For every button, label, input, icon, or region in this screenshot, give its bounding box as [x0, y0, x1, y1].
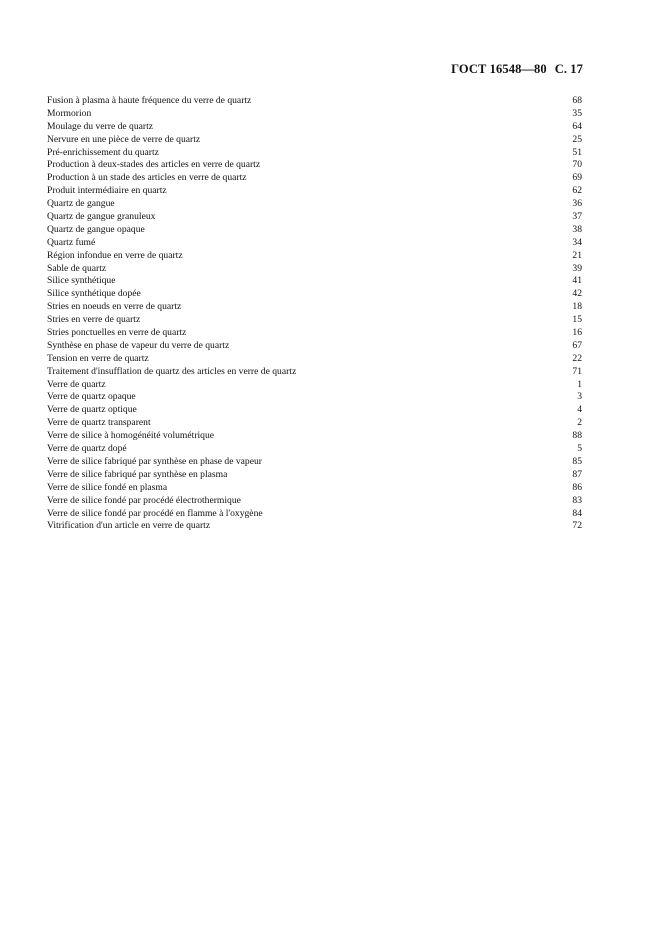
index-term-number: 3 — [577, 391, 582, 403]
index-term-number: 62 — [572, 185, 582, 197]
index-entry — [47, 185, 582, 198]
index-term: Production à deux-stades des articles en verre de quartz — [47, 159, 261, 171]
index-entry — [47, 430, 582, 443]
index-term-number: 87 — [572, 468, 582, 480]
index-entry — [47, 379, 582, 392]
index-term-number: 84 — [572, 507, 582, 519]
index-term-number: 25 — [572, 133, 582, 145]
index-term: Verre de quartz dopé — [47, 443, 127, 455]
index-term-number: 5 — [577, 443, 582, 455]
index-term: Verre de silice fondé par procédé électrothermique — [47, 494, 241, 506]
index-term: Verre de quartz optique — [47, 404, 137, 416]
index-term-number: 34 — [572, 236, 582, 248]
index-entry — [47, 404, 582, 417]
index-term-number: 22 — [572, 352, 582, 364]
index-entry — [47, 147, 582, 160]
index-term-number: 1 — [577, 378, 582, 390]
index-entry — [47, 314, 582, 327]
index-entry — [47, 417, 582, 430]
index-term: Moulage du verre de quartz — [47, 120, 154, 132]
index-entry — [47, 275, 582, 288]
index-term: Quartz de gangue — [47, 198, 115, 210]
index-term-number: 71 — [572, 365, 582, 377]
index-term-number: 67 — [572, 339, 582, 351]
index-term-number: 37 — [572, 211, 582, 223]
index-term-number: 4 — [577, 404, 582, 416]
index-term: Verre de silice à homogénéité volumétrique — [47, 430, 215, 442]
index-term: Quartz fumé — [47, 236, 96, 248]
index-term-number: 85 — [572, 455, 582, 467]
index-term-number: 42 — [572, 288, 582, 300]
index-term: Quartz de gangue granuleux — [47, 211, 156, 223]
index-entry — [47, 443, 582, 456]
index-term-number: 86 — [572, 481, 582, 493]
index-term-number: 72 — [572, 520, 582, 532]
index-term: Verre de silice fabriqué par synthèse en phase de vapeur — [47, 455, 262, 467]
index-entry — [47, 301, 582, 314]
index-term-number: 83 — [572, 494, 582, 506]
index-entry — [47, 172, 582, 185]
index-term-number: 15 — [572, 314, 582, 326]
index-entry — [47, 95, 582, 108]
index-term: Région infondue en verre de quartz — [47, 249, 183, 261]
index-entry — [47, 134, 582, 147]
index-entry — [47, 211, 582, 224]
index-term-number: 88 — [572, 430, 582, 442]
index-term: Verre de quartz transparent — [47, 417, 151, 429]
index-term-number: 68 — [572, 95, 582, 106]
index-term-number: 35 — [572, 107, 582, 119]
index-entry — [47, 366, 582, 379]
index-term-number: 70 — [572, 159, 582, 171]
index-term: Verre de silice fabriqué par synthèse en plasma — [47, 468, 228, 480]
index-term: Sable de quartz — [47, 262, 107, 274]
index-entry — [47, 121, 582, 134]
index-term-number: 16 — [572, 327, 582, 339]
index-term: Fusion à plasma à haute fréquence du verre de quartz — [47, 95, 252, 106]
index-term: Pré-enrichissement du quartz — [47, 146, 159, 158]
index-entry — [47, 108, 582, 121]
index-term: Silice synthétique dopée — [47, 288, 141, 300]
index-term-number: 38 — [572, 223, 582, 235]
index-entry — [47, 482, 582, 495]
index-term-number: 36 — [572, 198, 582, 210]
index-entry — [47, 353, 582, 366]
index-entry — [47, 237, 582, 250]
index-term: Stries en verre de quartz — [47, 314, 141, 326]
index-term-number: 18 — [572, 301, 582, 313]
index-entry — [47, 159, 582, 172]
index-term-number: 64 — [572, 120, 582, 132]
index-entry — [47, 288, 582, 301]
index-term-number: 2 — [577, 417, 582, 429]
index-entry — [47, 250, 582, 263]
index-term: Stries ponctuelles en verre de quartz — [47, 327, 187, 339]
index-entry — [47, 508, 582, 521]
index-term: Synthèse en phase de vapeur du verre de quartz — [47, 339, 230, 351]
index-term: Verre de silice fondé en plasma — [47, 481, 168, 493]
index-entry — [47, 198, 582, 211]
index-entry — [47, 456, 582, 469]
index-entry — [47, 327, 582, 340]
index-term: Vitrification d'un article en verre de quartz — [47, 520, 211, 532]
index-term: Produit intermédiaire en quartz — [47, 185, 167, 197]
index-entry — [47, 520, 582, 533]
index-term-number: 41 — [572, 275, 582, 287]
index-term-number: 69 — [572, 172, 582, 184]
index-entry — [47, 469, 582, 482]
index-term: Verre de quartz opaque — [47, 391, 136, 403]
index-entry — [47, 263, 582, 276]
term-index — [47, 95, 582, 533]
index-entry — [47, 495, 582, 508]
index-term: Production à un stade des articles en verre de quartz — [47, 172, 247, 184]
index-term: Nervure en une pièce de verre de quartz — [47, 133, 201, 145]
index-entry — [47, 391, 582, 404]
standard-number: ГОСТ 16548—80 — [451, 62, 547, 76]
index-entry — [47, 340, 582, 353]
index-term: Quartz de gangue opaque — [47, 223, 145, 235]
index-term: Mormorion — [47, 107, 92, 119]
index-entry — [47, 224, 582, 237]
index-term: Tension en verre de quartz — [47, 352, 149, 364]
index-term: Verre de silice fondé par procédé en flamme à l'oxygène — [47, 507, 263, 519]
index-term-number: 21 — [572, 249, 582, 261]
index-term: Verre de quartz — [47, 378, 106, 390]
index-term: Traitement d'insufflation de quartz des articles en verre de quartz — [47, 365, 297, 377]
index-term: Stries en noeuds en verre de quartz — [47, 301, 182, 313]
page-number: С. 17 — [554, 62, 583, 76]
index-term-number: 39 — [572, 262, 582, 274]
index-term-number: 51 — [572, 146, 582, 158]
page-header — [451, 62, 583, 77]
index-term: Silice synthétique — [47, 275, 116, 287]
